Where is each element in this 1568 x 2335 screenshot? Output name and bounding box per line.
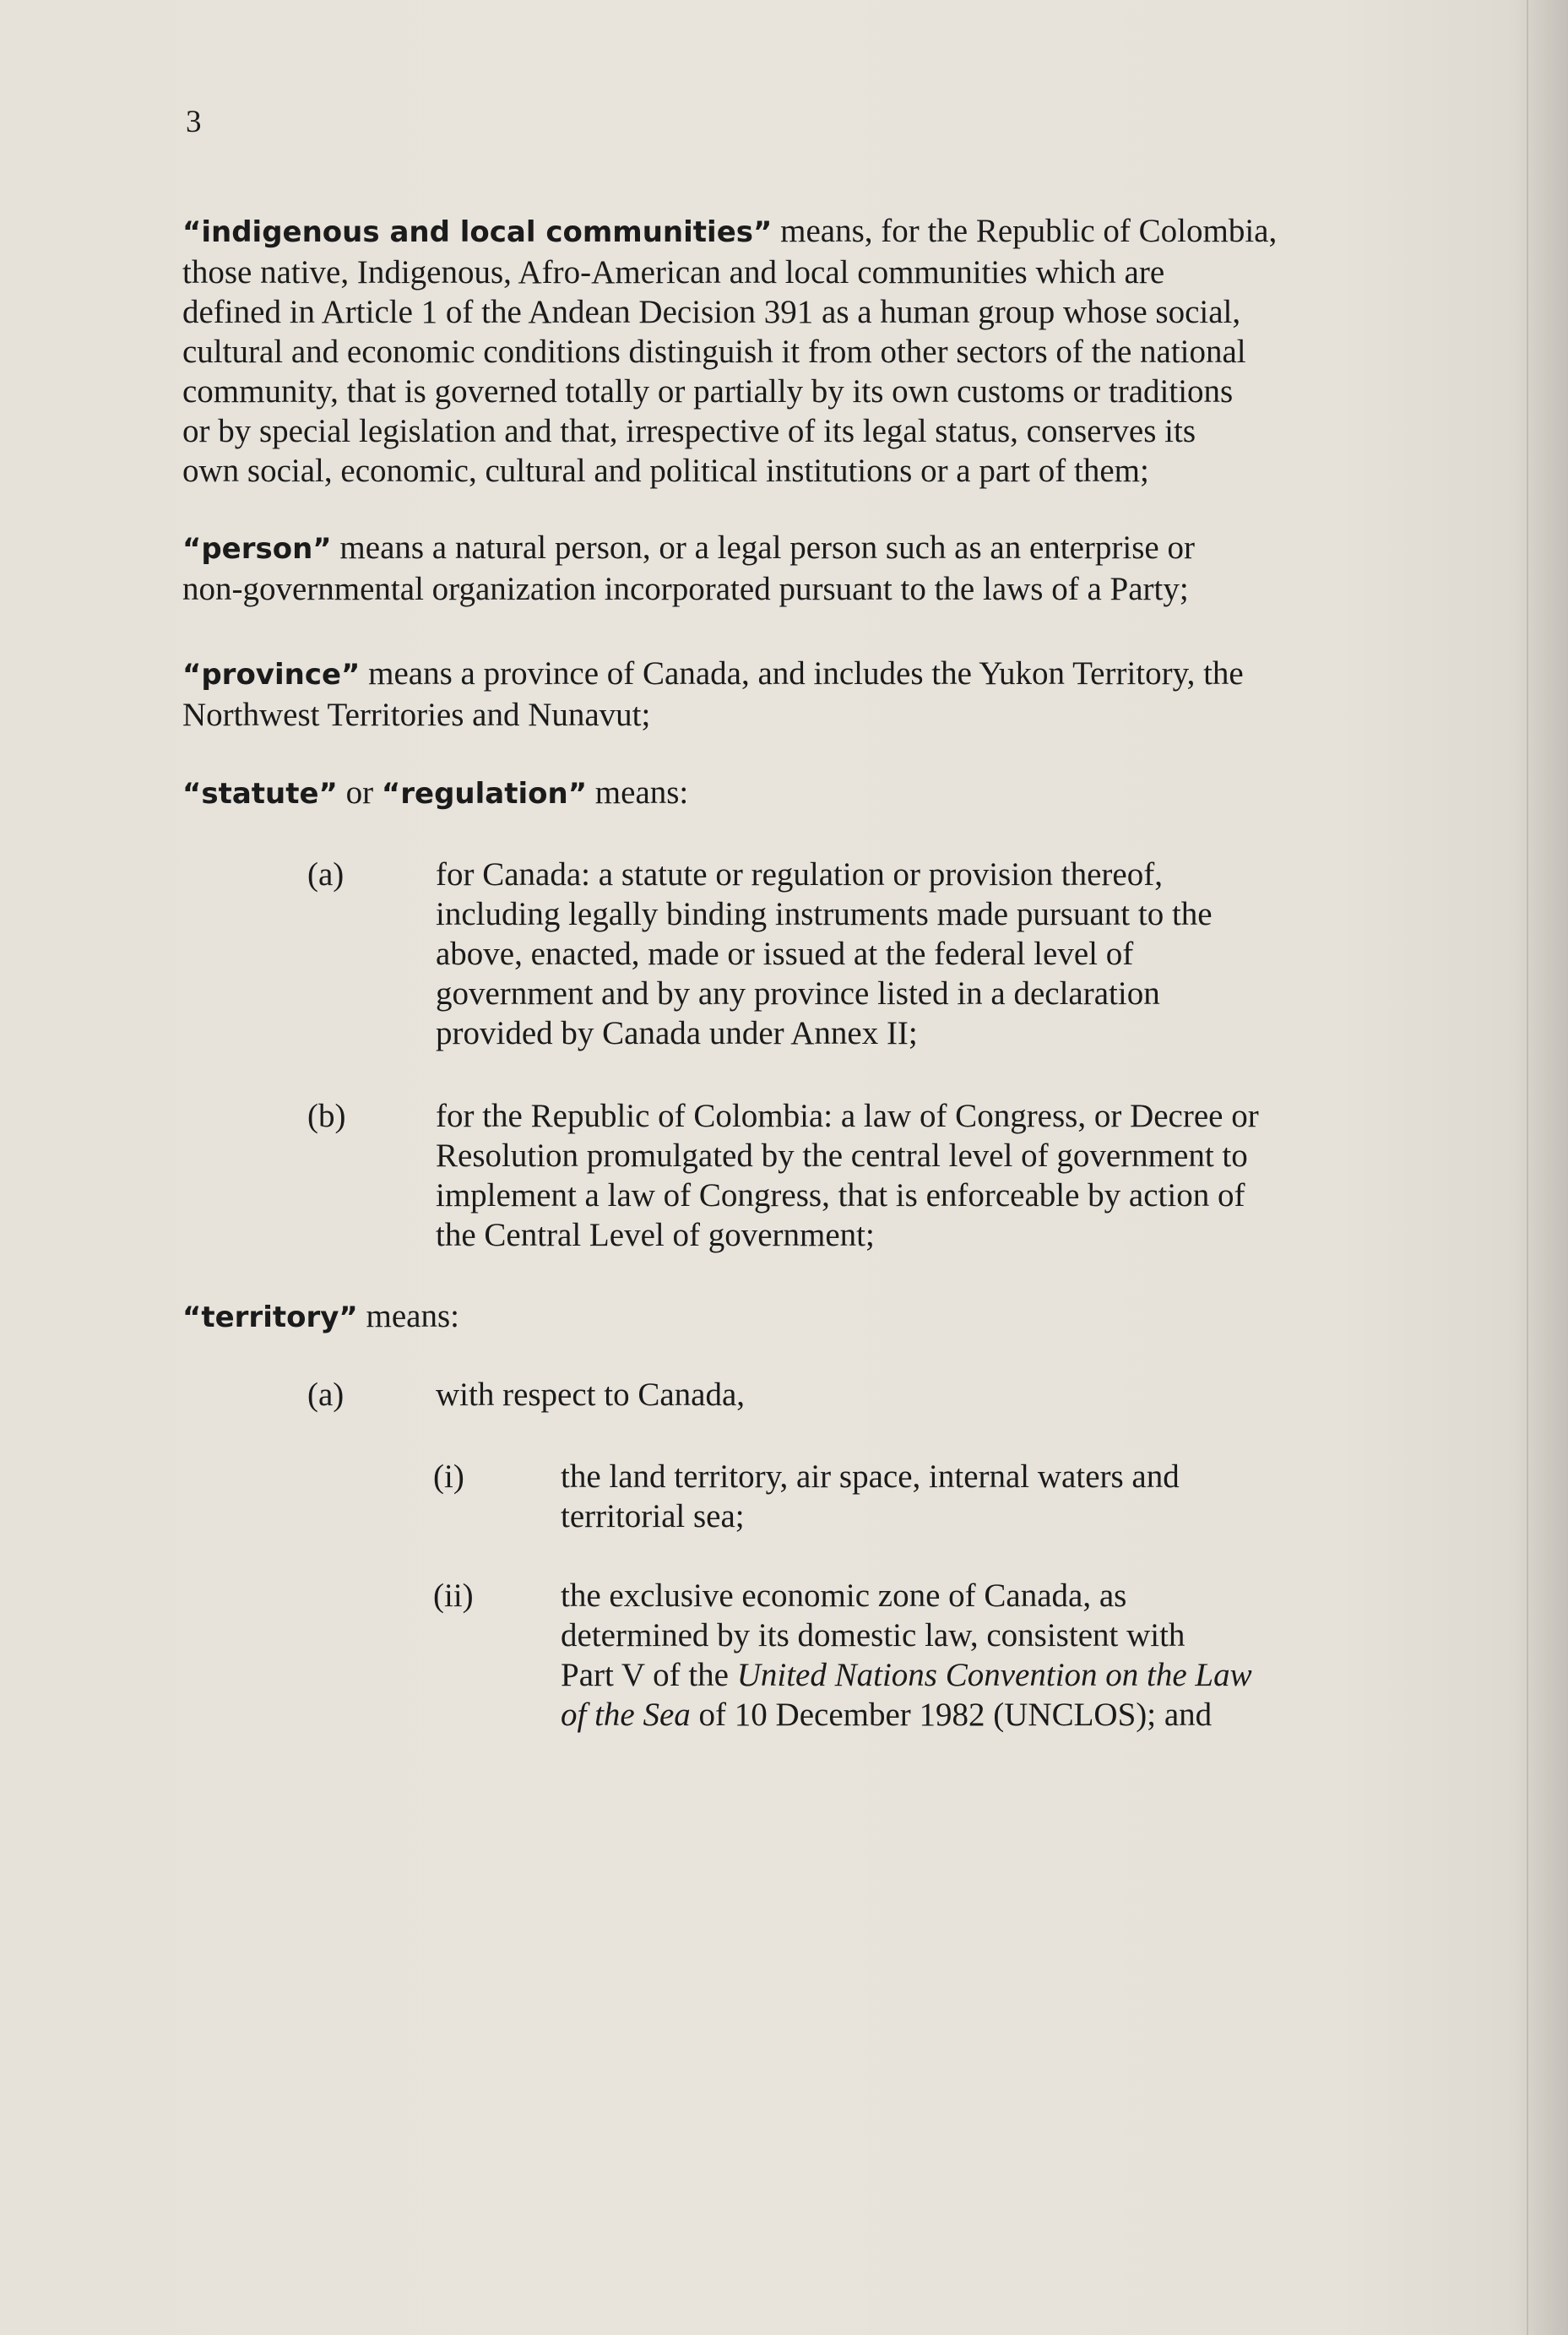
defined-term: “person” <box>182 532 332 566</box>
list-item-line: for Canada: a statute or regulation or provision thereof, <box>436 856 1163 893</box>
definition-indigenous-communities <box>182 211 1365 491</box>
definition-text: means a natural person, or a legal person such as an enterprise or <box>331 529 1195 566</box>
sublist-item-line: territorial sea; <box>561 1498 745 1534</box>
definition-text: community, that is governed totally or partially by its own customs or traditions <box>182 373 1234 410</box>
list-item-line: provided by Canada under Annex II; <box>436 1015 918 1051</box>
list-item-text <box>436 855 1213 1053</box>
definition-text: or <box>337 774 382 811</box>
sublist-item-line: determined by its domestic law, consistent with <box>561 1617 1185 1654</box>
sublist-item-line: Part V of the <box>561 1657 737 1693</box>
list-item-line: with respect to Canada, <box>436 1377 746 1413</box>
definition-territory-heading <box>182 1296 1365 1338</box>
sublist-item-text <box>561 1576 1252 1735</box>
defined-term: “territory” <box>182 1301 358 1334</box>
definition-text: means a province of Canada, and includes the Yukon Territory, the <box>360 655 1244 692</box>
sublist-item-line: the land territory, air space, internal waters and <box>561 1458 1180 1495</box>
sublist-item-line: of 10 December 1982 (UNCLOS); and <box>690 1697 1213 1733</box>
definition-text: own social, economic, cultural and political institutions or a part of them; <box>182 453 1149 489</box>
page-number: 3 <box>186 105 202 139</box>
defined-term: “province” <box>182 658 361 692</box>
definition-text: cultural and economic conditions distinguish it from other sectors of the national <box>182 334 1246 370</box>
definition-text: non-governmental organization incorporated pursuant to the laws of a Party; <box>182 571 1189 607</box>
sublist-item-text <box>561 1457 1180 1536</box>
definition-text: defined in Article 1 of the Andean Decision 391 as a human group whose social, <box>182 294 1241 330</box>
defined-term: “indigenous and local communities” <box>182 215 773 249</box>
list-item-text <box>436 1375 745 1415</box>
defined-term: “regulation” <box>381 777 588 811</box>
page-spine-line <box>1527 0 1528 2335</box>
definition-text: means: <box>587 774 689 811</box>
list-item-line: above, enacted, made or issued at the federal level of <box>436 936 1134 972</box>
list-item-line: implement a law of Congress, that is enforceable by action of <box>436 1177 1245 1214</box>
convention-title-italic: United Nations Convention on the Law <box>736 1657 1252 1693</box>
definition-text: means: <box>357 1298 459 1334</box>
list-item-line: the Central Level of government; <box>436 1217 875 1253</box>
list-item-line: including legally binding instruments made pursuant to the <box>436 896 1213 932</box>
list-marker: (b) <box>307 1098 346 1134</box>
definition-statute-heading <box>182 773 1365 814</box>
list-item-line: government and by any province listed in a declaration <box>436 975 1160 1012</box>
definition-text: or by special legislation and that, irrespective of its legal status, conserves its <box>182 413 1196 449</box>
definition-text: means, for the Republic of Colombia, <box>772 213 1278 249</box>
sublist-marker: (i) <box>433 1458 464 1495</box>
convention-title-italic: of the Sea <box>561 1697 691 1733</box>
definition-text: those native, Indigenous, Afro-American and local communities which are <box>182 254 1165 291</box>
list-marker: (a) <box>307 856 345 893</box>
definition-text: Northwest Territories and Nunavut; <box>182 697 651 733</box>
definition-province <box>182 654 1365 735</box>
definition-person <box>182 528 1365 609</box>
list-item-line: for the Republic of Colombia: a law of Congress, or Decree or <box>436 1098 1259 1134</box>
defined-term: “statute” <box>182 777 338 811</box>
sublist-item-line: the exclusive economic zone of Canada, as <box>561 1577 1127 1614</box>
sublist-marker: (ii) <box>433 1577 474 1614</box>
list-item-text <box>436 1096 1259 1255</box>
list-marker: (a) <box>307 1377 345 1413</box>
page-spine-shadow <box>1516 0 1568 2335</box>
list-item-line: Resolution promulgated by the central level of government to <box>436 1138 1248 1174</box>
